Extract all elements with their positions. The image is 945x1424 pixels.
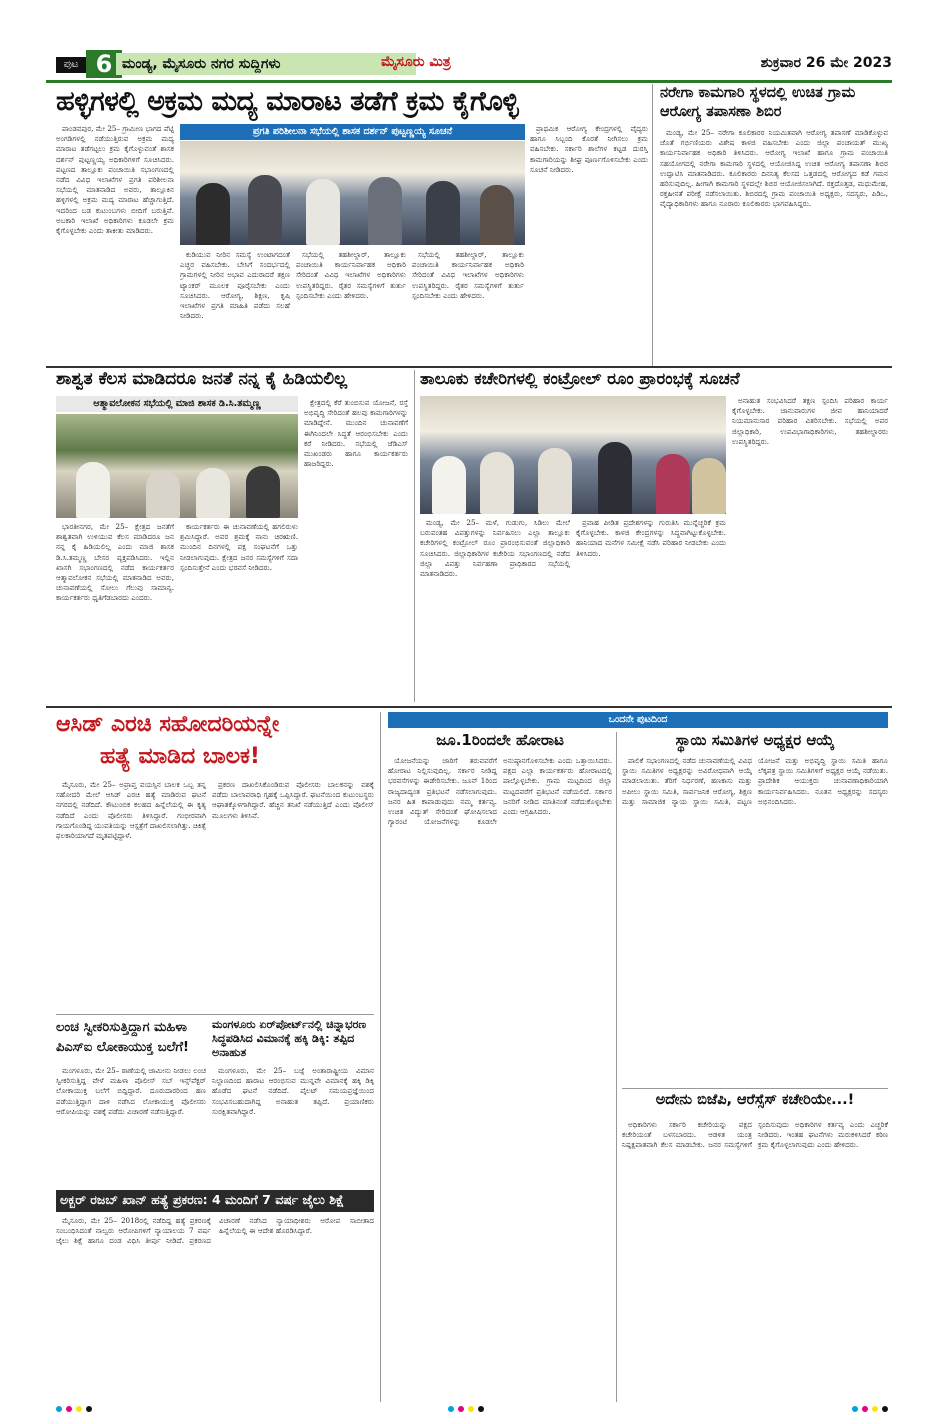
story3-text-2: ಕಾರ್ಯಕರ್ತರು ಈ ಚುನಾವಣೆಯಲ್ಲಿ ಹಗಲಿರುಳು ಶ್ರಮಿಸಿದ್ದಾರೆ. ಅವರ ಶ್ರಮಕ್ಕೆ ನಾನು ಚಿರಋಣಿ. ಮುಂದಿನ ದಿನಗಳಲ್ಲಿ ಪಕ್ಷ ಸಂಘಟನೆಗೆ ಒತ್ತು ನೀಡಲಾಗುವುದು. ಕ್ಷೇತ್ರದ ಜನರ ಸಮಸ್ಯೆಗಳಿಗೆ ಸದಾ ಸ್ಪಂದಿಸುತ್ತೇನೆ ಎಂದು ಭರವಸೆ ನೀಡಿದರು. — [180, 522, 298, 572]
story1-photo-strap: ಪ್ರಗತಿ ಪರಿಶೀಲನಾ ಸಭೆಯಲ್ಲಿ ಶಾಸಕ ದರ್ಶನ್ ಪುಟ್ಟಣ್ಣಯ್ಯ ಸೂಚನೆ — [180, 124, 525, 140]
story1-headline: ಹಳ್ಳಿಗಳಲ್ಲಿ ಅಕ್ರಮ ಮದ್ಯ ಮಾರಾಟ ತಡೆಗೆ ಕ್ರಮ ಕೈಗೊಳ್ಳಿ — [56, 86, 519, 117]
story1-text-3: ಸಭೆಯಲ್ಲಿ ತಹಶೀಲ್ದಾರ್, ತಾಲ್ಲೂಕು ಪಂಚಾಯಿತಿ ಕಾರ್ಯನಿರ್ವಾಹಕ ಅಧಿಕಾರಿ ಸೇರಿದಂತೆ ವಿವಿಧ ಇಲಾಖೆಗಳ ಅಧಿಕಾರಿಗಳು ಉಪಸ್ಥಿತರಿದ್ದರು. ರೈತರ ಸಮಸ್ಯೆಗಳಿಗೆ ತುರ್ತು ಸ್ಪಂದಿಸಬೇಕು ಎಂದು ಹೇಳಿದರು. — [296, 250, 406, 300]
registration-mark — [468, 1406, 474, 1412]
story3-photo — [56, 414, 298, 518]
story1-column-1 — [56, 124, 174, 360]
story3-headline: ಶಾಶ್ವತ ಕೆಲಸ ಮಾಡಿದರೂ ಜನತೆ ನನ್ನ ಕೈ ಹಿಡಿಯಲಿಲ್ಲ — [56, 370, 348, 389]
story4-text-3: ಅನಾಹುತ ಸಂಭವಿಸಿದರೆ ತಕ್ಷಣ ಸ್ಪಂದಿಸಿ ಪರಿಹಾರ ಕಾರ್ಯ ಕೈಗೊಳ್ಳಬೇಕು. ಜಾನುವಾರುಗಳ ಜೀವ ಹಾನಿಯಾದರೆ ನಿಯಮಾನುಸಾರ ಪರಿಹಾರ ವಿತರಿಸಬೇಕು. ಸಭೆಯಲ್ಲಿ ಅಪರ ಜಿಲ್ಲಾಧಿಕಾರಿ, ಉಪವಿಭಾಗಾಧಿಕಾರಿಗಳು, ತಹಶೀಲ್ದಾರರು ಉಪಸ್ಥಿತರಿದ್ದರು. — [732, 396, 888, 446]
story6-body — [56, 1066, 206, 1186]
registration-mark — [862, 1406, 868, 1412]
story7-headline: ಮಂಗಳೂರು ಏರ್‌ಪೋರ್ಟ್‌ನಲ್ಲಿ ಚಿನ್ನಾಭರಣ ಸಿದ್ಧಪಡಿಸಿದ ವಿಮಾನಕ್ಕೆ ಹಕ್ಕಿ ಡಿಕ್ಕಿ: ತಪ್ಪಿದ ಅನಾಹುತ — [212, 1018, 367, 1059]
story6-text: ಮಂಗಳೂರು, ಮೇ 25– ಠಾಣೆಯಲ್ಲಿ ಜಾಮೀನು ನೀಡಲು ಲಂಚ ಸ್ವೀಕರಿಸುತ್ತಿದ್ದ ವೇಳೆ ಮಹಿಳಾ ಪೊಲೀಸ್ ಸಬ್ ಇನ್ಸ್‌ಪೆಕ್ಟರ್ ಲೋಕಾಯುಕ್ತ ಬಲೆಗೆ ಬಿದ್ದಿದ್ದಾರೆ. ದೂರುದಾರರಿಂದ ಹಣ ಪಡೆಯುತ್ತಿದ್ದಾಗ ದಾಳಿ ನಡೆಸಿದ ಲೋಕಾಯುಕ್ತ ಪೊಲೀಸರು ಆರೋಪಿಯನ್ನು ವಶಕ್ಕೆ ಪಡೆದು ವಿಚಾರಣೆ ನಡೆಸುತ್ತಿದ್ದಾರೆ. — [56, 1066, 206, 1116]
story2-headline: ನರೇಗಾ ಕಾಮಗಾರಿ ಸ್ಥಳದಲ್ಲಿ ಉಚಿತ ಗ್ರಾಮ ಆರೋಗ್ಯ ತಪಾಸಣಾ ಶಿಬಿರ — [660, 85, 856, 120]
column-divider — [380, 712, 381, 1402]
story8-text: ಮೈಸೂರು, ಮೇ 25– 2018ರಲ್ಲಿ ನಡೆದಿದ್ದ ಹತ್ಯೆ ಪ್ರಕರಣಕ್ಕೆ ಸಂಬಂಧಿಸಿದಂತೆ ನಾಲ್ವರು ಆರೋಪಿಗಳಿಗೆ ನ್ಯಾಯಾಲಯ 7 ವರ್ಷ ಜೈಲು ಶಿಕ್ಷೆ ಹಾಗೂ ದಂಡ ವಿಧಿಸಿ ತೀರ್ಪು ನೀಡಿದೆ. ಪ್ರಕರಣದ ವಿಚಾರಣೆ ನಡೆಸಿದ ನ್ಯಾಯಾಧೀಶರು ಆರೋಪ ಸಾಬೀತಾದ ಹಿನ್ನೆಲೆಯಲ್ಲಿ ಈ ಆದೇಶ ಹೊರಡಿಸಿದ್ದಾರೆ. — [56, 1216, 374, 1246]
story1-column-2 — [180, 250, 290, 360]
story1-photo — [180, 141, 525, 245]
story4-headline: ತಾಲೂಕು ಕಚೇರಿಗಳಲ್ಲಿ ಕಂಟ್ರೋಲ್ ರೂಂ ಪ್ರಾರಂಭಕ್ಕೆ ಸೂಚನೆ — [420, 370, 740, 388]
registration-mark — [458, 1406, 464, 1412]
column-divider — [652, 84, 653, 366]
story6-headline: ಲಂಚ ಸ್ವೀಕರಿಸುತ್ತಿದ್ದಾಗ ಮಹಿಳಾ ಪಿಎಸ್‌ಐ ಲೋಕಾಯುಕ್ತ ಬಲೆಗೆ! — [56, 1020, 189, 1055]
story-b-body — [622, 756, 888, 1084]
registration-mark — [76, 1406, 82, 1412]
masthead — [46, 50, 892, 80]
registration-mark — [478, 1406, 484, 1412]
story-divider — [622, 1088, 888, 1089]
story3-photo-strap: ಆತ್ಮಾವಲೋಕನ ಸಭೆಯಲ್ಲಿ ಮಾಜಿ ಶಾಸಕ ಡಿ.ಸಿ.ತಮ್ಮಣ್ಣ — [56, 396, 298, 412]
page-number: 6 — [86, 50, 122, 78]
story4-text-2: ಪ್ರವಾಹ ಪೀಡಿತ ಪ್ರದೇಶಗಳನ್ನು ಗುರುತಿಸಿ ಮುನ್ನೆಚ್ಚರಿಕೆ ಕ್ರಮ ಕೈಗೊಳ್ಳಬೇಕು. ಕಾಳಜಿ ಕೇಂದ್ರಗಳನ್ನು ಸಿದ್ಧವಾಗಿಟ್ಟುಕೊಳ್ಳಬೇಕು. ಹಾನಿಯಾದ ಮನೆಗಳ ಸಮೀಕ್ಷೆ ನಡೆಸಿ ಪರಿಹಾರ ನೀಡಬೇಕು ಎಂದು ತಿಳಿಸಿದರು. — [576, 518, 726, 558]
story-c-headline: ಅದೇನು ಬಿಜೆಪಿ, ಆರೆಸ್ಸೆಸ್ ಕಚೇರಿಯೇ...! — [655, 1092, 855, 1108]
story4-photo — [420, 396, 726, 514]
story1-column-3 — [296, 250, 406, 360]
story1-column-4 — [530, 124, 648, 360]
story7-body — [212, 1066, 374, 1186]
story3-column-1 — [56, 522, 174, 700]
registration-mark — [882, 1406, 888, 1412]
story3-column-2 — [180, 522, 298, 700]
story4-column-3 — [732, 396, 888, 700]
story-b-headline: ಸ್ಥಾಯಿ ಸಮಿತಿಗಳ ಅಧ್ಯಕ್ಷರ ಆಯ್ಕೆ — [675, 732, 835, 749]
story7-text: ಮಂಗಳೂರು, ಮೇ 25– ಬಜ್ಪೆ ಅಂತಾರಾಷ್ಟ್ರೀಯ ವಿಮಾನ ನಿಲ್ದಾಣದಿಂದ ಹಾರಾಟ ಆರಂಭಿಸುವ ಮುನ್ನವೇ ವಿಮಾನಕ್ಕೆ ಹಕ್ಕಿ ಡಿಕ್ಕಿ ಹೊಡೆದ ಘಟನೆ ನಡೆದಿದೆ. ಪೈಲಟ್ ಸಮಯಪ್ರಜ್ಞೆಯಿಂದ ಸಂಭವಿಸಬಹುದಾಗಿದ್ದ ಅನಾಹುತ ತಪ್ಪಿದೆ. ಪ್ರಯಾಣಿಕರು ಸುರಕ್ಷಿತವಾಗಿದ್ದಾರೆ. — [212, 1066, 374, 1116]
column-divider — [414, 370, 415, 702]
column-divider — [616, 732, 617, 1402]
story1-column-5 — [412, 250, 524, 360]
story1-text-1: ಪಾಂಡವಪುರ, ಮೇ 25– ಗ್ರಾಮೀಣ ಭಾಗದ ಪೆಟ್ಟಿ ಅಂಗಡಿಗಳಲ್ಲಿ ನಡೆಯುತ್ತಿರುವ ಅಕ್ರಮ ಮದ್ಯ ಮಾರಾಟ ತಡೆಗಟ್ಟಲು ಕ್ರಮ ಕೈಗೊಳ್ಳುವಂತೆ ಶಾಸಕ ದರ್ಶನ್ ಪುಟ್ಟಣ್ಣಯ್ಯ ಅಧಿಕಾರಿಗಳಿಗೆ ಸೂಚಿಸಿದರು. ಪಟ್ಟಣದ ತಾಲ್ಲೂಕು ಪಂಚಾಯಿತಿ ಸಭಾಂಗಣದಲ್ಲಿ ನಡೆದ ವಿವಿಧ ಇಲಾಖೆಗಳ ಪ್ರಗತಿ ಪರಿಶೀಲನಾ ಸಭೆಯಲ್ಲಿ ಮಾತನಾಡಿದ ಅವರು, ತಾಲ್ಲೂಕಿನ ಹಳ್ಳಿಗಳಲ್ಲಿ ಅಕ್ರಮ ಮದ್ಯ ಮಾರಾಟ ಹೆಚ್ಚಾಗುತ್ತಿದೆ. ಇದರಿಂದ ಬಡ ಕುಟುಂಬಗಳು ಬೀದಿಗೆ ಬರುತ್ತಿವೆ. ಅಬಕಾರಿ ಇಲಾಖೆ ಅಧಿಕಾರಿಗಳು ಕೂಡಲೇ ಕ್ರಮ ಕೈಗೊಳ್ಳಬೇಕು ಎಂದು ತಾಕೀತು ಮಾಡಿದರು. — [56, 124, 174, 236]
story-c-body — [622, 1120, 888, 1402]
story-divider — [56, 1014, 374, 1015]
page-label: ಪುಟ — [56, 57, 86, 73]
section-title: ಮಂಡ್ಯ, ಮೈಸೂರು ನಗರ ಸುದ್ದಿಗಳು — [116, 53, 416, 75]
story4-column-1 — [420, 518, 570, 700]
section-rule — [46, 706, 892, 708]
story5-headline-line-1: ಆಸಿಡ್ ಎರಚಿ ಸಹೋದರಿಯನ್ನೇ — [56, 712, 280, 737]
story3-text-3: ಕ್ಷೇತ್ರದಲ್ಲಿ ಕೆರೆ ತುಂಬಿಸುವ ಯೋಜನೆ, ರಸ್ತೆ ಅಭಿವೃದ್ಧಿ ಸೇರಿದಂತೆ ಹಲವು ಕಾಮಗಾರಿಗಳನ್ನು ಮಾಡಿದ್ದೇನೆ. ಮುಂದಿನ ಚುನಾವಣೆಗೆ ಈಗಿನಿಂದಲೇ ಸಿದ್ಧತೆ ಆರಂಭಿಸಬೇಕು ಎಂದು ಕರೆ ನೀಡಿದರು. ಸಭೆಯಲ್ಲಿ ಜೆಡಿಎಸ್ ಮುಖಂಡರು ಹಾಗೂ ಕಾರ್ಯಕರ್ತರು ಹಾಜರಿದ್ದರು. — [304, 398, 408, 469]
story5-headline-line-2: ಹತ್ಯೆ ಮಾಡಿದ ಬಾಲಕ! — [100, 744, 260, 769]
story-a-headline: ಜೂ.1ರಿಂದಲೇ ಹೋರಾಟ — [436, 732, 564, 749]
story1-text-2: ಕುಡಿಯುವ ನೀರಿನ ಸಮಸ್ಯೆ ಉಂಟಾಗದಂತೆ ಎಚ್ಚರ ವಹಿಸಬೇಕು. ಬೇಸಿಗೆ ಸಂದರ್ಭದಲ್ಲಿ ಗ್ರಾಮಗಳಲ್ಲಿ ನೀರಿನ ಅಭಾವ ಎದುರಾದರೆ ತಕ್ಷಣ ಟ್ಯಾಂಕರ್ ಮೂಲಕ ಪೂರೈಸಬೇಕು ಎಂದು ಸೂಚಿಸಿದರು. ಆರೋಗ್ಯ, ಶಿಕ್ಷಣ, ಕೃಷಿ ಇಲಾಖೆಗಳ ಪ್ರಗತಿ ಮಾಹಿತಿ ಪಡೆದು ಸಲಹೆ ನೀಡಿದರು. — [180, 250, 290, 321]
story4-text-1: ಮಂಡ್ಯ, ಮೇ 25– ಮಳೆ, ಗುಡುಗು, ಸಿಡಿಲು ಮೇಲೆ ಬರುವಂತಹ ವಿಪತ್ತುಗಳನ್ನು ನಿರ್ವಹಿಸಲು ಎಲ್ಲಾ ತಾಲ್ಲೂಕು ಕಚೇರಿಗಳಲ್ಲಿ ಕಂಟ್ರೋಲ್ ರೂಂ ಪ್ರಾರಂಭಿಸುವಂತೆ ಜಿಲ್ಲಾಧಿಕಾರಿ ಸೂಚಿಸಿದರು. ಜಿಲ್ಲಾಧಿಕಾರಿಗಳ ಕಚೇರಿಯ ಸಭಾಂಗಣದಲ್ಲಿ ನಡೆದ ಜಿಲ್ಲಾ ವಿಪತ್ತು ನಿರ್ವಹಣಾ ಪ್ರಾಧಿಕಾರದ ಸಭೆಯಲ್ಲಿ ಮಾತನಾಡಿದರು. — [420, 518, 570, 579]
registration-mark — [852, 1406, 858, 1412]
story-a-body — [388, 756, 612, 1402]
story1-text-5: ಸಭೆಯಲ್ಲಿ ತಹಶೀಲ್ದಾರ್, ತಾಲ್ಲೂಕು ಪಂಚಾಯಿತಿ ಕಾರ್ಯನಿರ್ವಾಹಕ ಅಧಿಕಾರಿ ಸೇರಿದಂತೆ ವಿವಿಧ ಇಲಾಖೆಗಳ ಅಧಿಕಾರಿಗಳು ಉಪಸ್ಥಿತರಿದ್ದರು. ರೈತರ ಸಮಸ್ಯೆಗಳಿಗೆ ತುರ್ತು ಸ್ಪಂದಿಸಬೇಕು ಎಂದು ಹೇಳಿದರು. — [412, 250, 524, 300]
registration-mark — [56, 1406, 62, 1412]
story8-body — [56, 1216, 374, 1402]
newspaper-name: ಮೈಸೂರು ಮಿತ್ರ — [381, 54, 451, 70]
story5-text-1: ಮೈಸೂರು, ಮೇ 25– ಅಪ್ರಾಪ್ತ ವಯಸ್ಸಿನ ಬಾಲಕ ಒಬ್ಬ ತನ್ನ ಸಹೋದರಿ ಮೇಲೆ ಆಸಿಡ್ ಎರಚಿ ಹತ್ಯೆ ಮಾಡಿರುವ ಘಟನೆ ನಗರದಲ್ಲಿ ನಡೆದಿದೆ. ಕೌಟುಂಬಿಕ ಕಲಹದ ಹಿನ್ನೆಲೆಯಲ್ಲಿ ಈ ಕೃತ್ಯ ನಡೆದಿದೆ ಎಂದು ಪೊಲೀಸರು ತಿಳಿಸಿದ್ದಾರೆ. ಗಂಭೀರವಾಗಿ ಗಾಯಗೊಂಡಿದ್ದ ಯುವತಿಯನ್ನು ಆಸ್ಪತ್ರೆಗೆ ದಾಖಲಿಸಲಾಗಿತ್ತು. ಚಿಕಿತ್ಸೆ ಫಲಕಾರಿಯಾಗದೆ ಮೃತಪಟ್ಟಿದ್ದಾಳೆ. — [56, 780, 206, 841]
story3-column-3 — [304, 398, 408, 700]
story2-text: ಮಂಡ್ಯ, ಮೇ 25– ನರೇಗಾ ಕೂಲಿಕಾರರ ನಿಯಮಿತವಾಗಿ ಆರೋಗ್ಯ ತಪಾಸಣೆ ಮಾಡಿಕೊಳ್ಳುವ ಜೊತೆ ಗರ್ಭಿಣಿಯರು ವಿಶೇಷ ಕಾಳಜಿ ವಹಿಸಬೇಕು ಎಂದು ಜಿಲ್ಲಾ ಪಂಚಾಯತ್ ಮುಖ್ಯ ಕಾರ್ಯನಿರ್ವಾಹಕ ಅಧಿಕಾರಿ ತಿಳಿಸಿದರು. ಆರೋಗ್ಯ ಇಲಾಖೆ ಹಾಗೂ ಗ್ರಾಮ ಪಂಚಾಯಿತಿ ಸಹಯೋಗದಲ್ಲಿ ನರೇಗಾ ಕಾಮಗಾರಿ ಸ್ಥಳದಲ್ಲಿ ಆಯೋಜಿಸಿದ್ದ ಉಚಿತ ಆರೋಗ್ಯ ತಪಾಸಣಾ ಶಿಬಿರ ಉದ್ಘಾಟಿಸಿ ಮಾತನಾಡಿದರು. ಕೂಲಿಕಾರರು ದಿನನಿತ್ಯ ಕೆಲಸದ ಒತ್ತಡದಲ್ಲಿ ಆರೋಗ್ಯದ ಕಡೆ ಗಮನ ಹರಿಸುವುದಿಲ್ಲ. ಹೀಗಾಗಿ ಕಾಮಗಾರಿ ಸ್ಥಳದಲ್ಲೇ ಶಿಬಿರ ಆಯೋಜಿಸಲಾಗಿದೆ. ರಕ್ತದೊತ್ತಡ, ಮಧುಮೇಹ, ರಕ್ತಹೀನತೆ ಪರೀಕ್ಷೆ ನಡೆಸಲಾಯಿತು. ಶಿಬಿರದಲ್ಲಿ ಗ್ರಾಮ ಪಂಚಾಯಿತಿ ಅಧ್ಯಕ್ಷರು, ಸದಸ್ಯರು, ಪಿಡಿಒ, ವೈದ್ಯಾಧಿಕಾರಿಗಳು ಹಾಗೂ ನೂರಾರು ಕೂಲಿಕಾರರು ಭಾಗವಹಿಸಿದ್ದರು. — [660, 128, 888, 209]
story-a-text: ಯೋಜನೆಯನ್ನು ಜಾರಿಗೆ ತರುವವರೆಗೆ ಹೋರಾಟ ನಿಲ್ಲಿಸುವುದಿಲ್ಲ. ಸರ್ಕಾರ ನೀಡಿದ್ದ ಭರವಸೆಗಳನ್ನು ಈಡೇರಿಸಬೇಕು. ಜೂನ್ 1ರಿಂದ ರಾಜ್ಯದಾದ್ಯಂತ ಪ್ರತಿಭಟನೆ ನಡೆಸಲಾಗುವುದು. ಜನರ ಹಿತ ಕಾಪಾಡುವುದು ನಮ್ಮ ಕರ್ತವ್ಯ. ಉಚಿತ ವಿದ್ಯುತ್ ಸೇರಿದಂತೆ ಘೋಷಿಸಲಾದ ಗ್ಯಾರಂಟಿ ಯೋಜನೆಗಳನ್ನು ಕೂಡಲೇ ಅನುಷ್ಠಾನಗೊಳಿಸಬೇಕು ಎಂದು ಒತ್ತಾಯಿಸಿದರು. ಪಕ್ಷದ ಎಲ್ಲಾ ಕಾರ್ಯಕರ್ತರು ಹೋರಾಟದಲ್ಲಿ ಪಾಲ್ಗೊಳ್ಳಬೇಕು. ಗ್ರಾಮ ಮಟ್ಟದಿಂದ ಜಿಲ್ಲಾ ಮಟ್ಟದವರೆಗೆ ಪ್ರತಿಭಟನೆ ನಡೆಯಲಿದೆ. ಸರ್ಕಾರ ಜನರಿಗೆ ನೀಡಿದ ಮಾತಿನಂತೆ ನಡೆದುಕೊಳ್ಳಬೇಕು ಎಂದು ಆಗ್ರಹಿಸಿದರು. — [388, 756, 612, 827]
registration-mark — [448, 1406, 454, 1412]
story5-text-2: ಪ್ರಕರಣ ದಾಖಲಿಸಿಕೊಂಡಿರುವ ಪೊಲೀಸರು ಬಾಲಕನನ್ನು ವಶಕ್ಕೆ ಪಡೆದು ಬಾಲಾಪರಾಧಿ ಗೃಹಕ್ಕೆ ಒಪ್ಪಿಸಿದ್ದಾರೆ. ಘಟನೆಯಿಂದ ಕುಟುಂಬಸ್ಥರು ಆಘಾತಕ್ಕೊಳಗಾಗಿದ್ದಾರೆ. ಹೆಚ್ಚಿನ ತನಿಖೆ ನಡೆಯುತ್ತಿದೆ ಎಂದು ಪೊಲೀಸ್ ಮೂಲಗಳು ತಿಳಿಸಿವೆ. — [212, 780, 374, 820]
registration-mark — [66, 1406, 72, 1412]
story1-text-4: ಪ್ರಾಥಮಿಕ ಆರೋಗ್ಯ ಕೇಂದ್ರಗಳಲ್ಲಿ ವೈದ್ಯರು ಹಾಗೂ ಸಿಬ್ಬಂದಿ ಕೊರತೆ ನೀಗಿಸಲು ಕ್ರಮ ವಹಿಸಬೇಕು. ಸರ್ಕಾರಿ ಶಾಲೆಗಳ ಕಟ್ಟಡ ದುರಸ್ತಿ ಕಾಮಗಾರಿಯನ್ನು ಶೀಘ್ರ ಪೂರ್ಣಗೊಳಿಸಬೇಕು ಎಂದು ಸೂಚನೆ ನೀಡಿದರು. — [530, 124, 648, 174]
story2-body — [660, 128, 888, 364]
story5-column-2 — [212, 780, 374, 1010]
story3-text-1: ಭಾರತೀನಗರ, ಮೇ 25– ಕ್ಷೇತ್ರದ ಜನತೆಗೆ ಶಾಶ್ವತವಾಗಿ ಉಳಿಯುವ ಕೆಲಸ ಮಾಡಿದರೂ ಜನ ನನ್ನ ಕೈ ಹಿಡಿಯಲಿಲ್ಲ ಎಂದು ಮಾಜಿ ಶಾಸಕ ಡಿ.ಸಿ.ತಮ್ಮಣ್ಣ ಬೇಸರ ವ್ಯಕ್ತಪಡಿಸಿದರು. ಇಲ್ಲಿನ ಖಾಸಗಿ ಸಭಾಂಗಣದಲ್ಲಿ ನಡೆದ ಕಾರ್ಯಕರ್ತರ ಆತ್ಮಾವಲೋಕನ ಸಭೆಯಲ್ಲಿ ಮಾತನಾಡಿದ ಅವರು, ಚುನಾವಣೆಯಲ್ಲಿ ಸೋಲು ಗೆಲುವು ಸಾಮಾನ್ಯ. ಕಾರ್ಯಕರ್ತರು ಧೃತಿಗೆಡಬಾರದು ಎಂದರು. — [56, 522, 174, 603]
story8-headline: ಅಕ್ಬರ್ ರಜಬ್ ಖಾನ್ ಹತ್ಯೆ ಪ್ರಕರಣ: 4 ಮಂದಿಗೆ 7 ವರ್ಷ ಜೈಲು ಶಿಕ್ಷೆ — [56, 1190, 374, 1212]
story-c-text: ಅಧಿಕಾರಿಗಳು ಸರ್ಕಾರಿ ಕಚೇರಿಯನ್ನು ಪಕ್ಷದ ಕಚೇರಿಯಂತೆ ಬಳಸಬಾರದು. ಆಡಳಿತ ಯಂತ್ರ ನಿಷ್ಪಕ್ಷಪಾತವಾಗಿ ಕೆಲಸ ಮಾಡಬೇಕು. ಜನರ ಸಮಸ್ಯೆಗಳಿಗೆ ಸ್ಪಂದಿಸುವುದು ಅಧಿಕಾರಿಗಳ ಕರ್ತವ್ಯ ಎಂದು ಎಚ್ಚರಿಕೆ ನೀಡಿದರು. ಇಂತಹ ಘಟನೆಗಳು ಮರುಕಳಿಸಿದರೆ ಕಠಿಣ ಕ್ರಮ ಕೈಗೊಳ್ಳಲಾಗುವುದು ಎಂದು ಹೇಳಿದರು. — [622, 1120, 888, 1150]
story5-column-1 — [56, 780, 206, 1010]
continued-strap: ಒಂದನೇ ಪುಟದಿಂದ — [388, 712, 888, 728]
story4-column-2 — [576, 518, 726, 700]
section-rule — [46, 366, 892, 368]
publication-date: ಶುಕ್ರವಾರ 26 ಮೇ 2023 — [760, 55, 892, 71]
registration-mark — [872, 1406, 878, 1412]
story-b-text: ಪಾಲಿಕೆ ಸಭಾಂಗಣದಲ್ಲಿ ನಡೆದ ಚುನಾವಣೆಯಲ್ಲಿ ವಿವಿಧ ಸ್ಥಾಯಿ ಸಮಿತಿಗಳ ಅಧ್ಯಕ್ಷರನ್ನು ಅವಿರೋಧವಾಗಿ ಆಯ್ಕೆ ಮಾಡಲಾಯಿತು. ತೆರಿಗೆ ನಿರ್ಧರಣೆ, ಹಣಕಾಸು ಮತ್ತು ಅಪೀಲು ಸ್ಥಾಯಿ ಸಮಿತಿ, ಸಾರ್ವಜನಿಕ ಆರೋಗ್ಯ, ಶಿಕ್ಷಣ ಮತ್ತು ಸಾಮಾಜಿಕ ನ್ಯಾಯ ಸ್ಥಾಯಿ ಸಮಿತಿ, ಪಟ್ಟಣ ಯೋಜನೆ ಮತ್ತು ಅಭಿವೃದ್ಧಿ ಸ್ಥಾಯಿ ಸಮಿತಿ ಹಾಗೂ ಲೆಕ್ಕಪತ್ರ ಸ್ಥಾಯಿ ಸಮಿತಿಗಳಿಗೆ ಅಧ್ಯಕ್ಷರ ಆಯ್ಕೆ ನಡೆಯಿತು. ಪ್ರಾದೇಶಿಕ ಆಯುಕ್ತರು ಚುನಾವಣಾಧಿಕಾರಿಯಾಗಿ ಕಾರ್ಯನಿರ್ವಹಿಸಿದರು. ನೂತನ ಅಧ್ಯಕ್ಷರನ್ನು ಸದಸ್ಯರು ಅಭಿನಂದಿಸಿದರು. — [622, 756, 888, 806]
registration-mark — [86, 1406, 92, 1412]
masthead-rule — [46, 80, 892, 83]
